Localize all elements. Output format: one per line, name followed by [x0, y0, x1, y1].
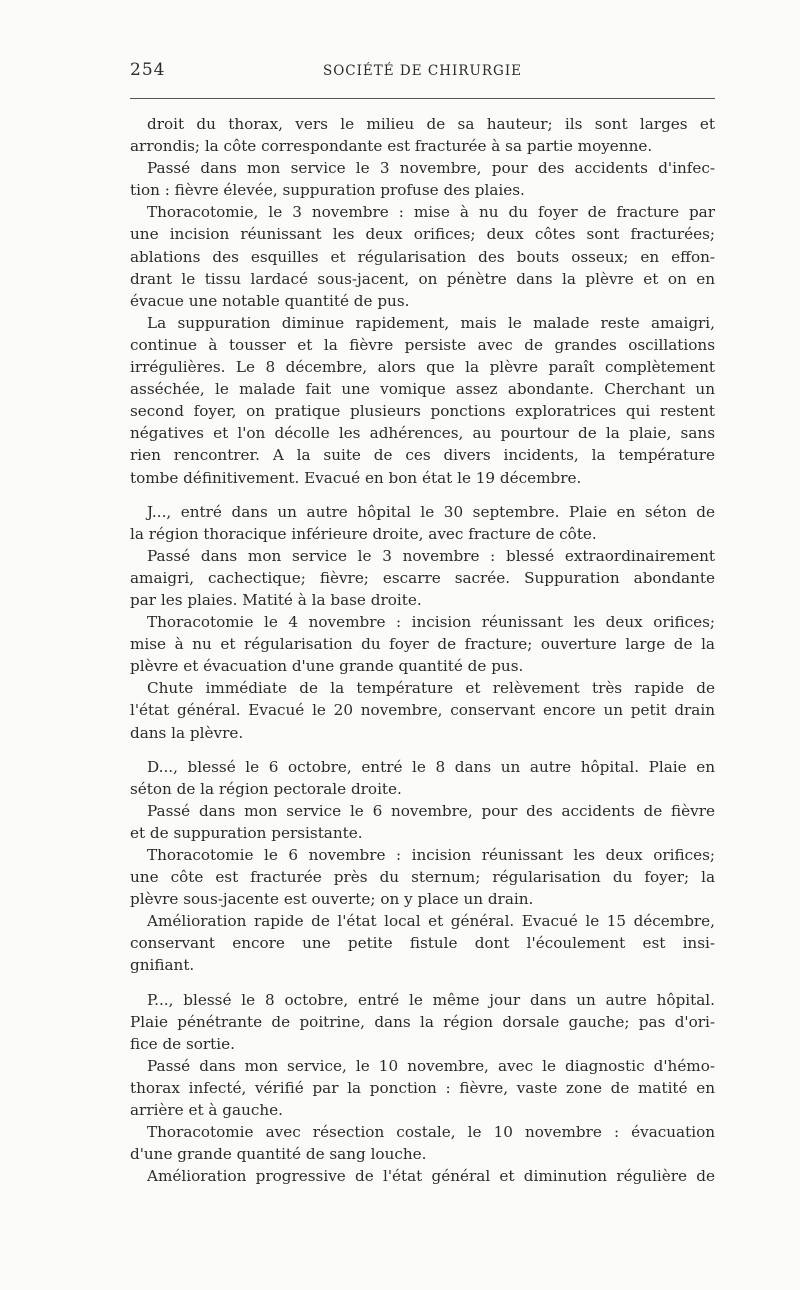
text-line: arrondis; la côte correspondante est fracturée à sa partie moyenne. — [130, 137, 653, 156]
text-line: asséchée, le malade fait une vomique assez abondante. Cherchant un — [130, 380, 715, 399]
page-header — [130, 60, 715, 84]
text-line: ablations des esquilles et régularisation des bouts osseux; en effon- — [130, 247, 715, 266]
paragraph — [130, 611, 715, 677]
page-number: 254 — [130, 60, 166, 80]
paragraph — [130, 677, 715, 743]
paragraph — [130, 756, 715, 800]
text-line: par les plaies. Matité à la base droite. — [130, 590, 422, 609]
paragraph — [130, 312, 715, 489]
text-line: dans la plèvre. — [130, 723, 244, 742]
body-text — [130, 113, 715, 1187]
text-line: rien rencontrer. A la suite de ces divers incidents, la température — [130, 446, 715, 465]
text-line: P..., blessé le 8 octobre, entré le même jour dans un autre hôpital. — [147, 990, 715, 1009]
text-line: Passé dans mon service, le 10 novembre, avec le diagnostic d'hémo- — [147, 1056, 715, 1075]
text-line: négatives et l'on décolle les adhérences, au pourtour de la plaie, sans — [130, 424, 715, 443]
header-rule — [130, 98, 715, 99]
text-line: amaigri, cachectique; fièvre; escarre sacrée. Suppuration abondante — [130, 568, 715, 587]
text-line: conservant encore une petite fistule dont l'écoulement est insi- — [130, 934, 715, 953]
text-line: Thoracotomie avec résection costale, le 10 novembre : évacuation — [147, 1123, 715, 1142]
section-gap — [130, 744, 715, 756]
text-line: tombe définitivement. Evacué en bon état le 19 décembre. — [130, 468, 582, 487]
text-line: la région thoracique inférieure droite, avec fracture de côte. — [130, 524, 597, 543]
paragraph — [130, 501, 715, 545]
text-line: Passé dans mon service le 3 novembre : blessé extraordinairement — [147, 546, 715, 565]
text-line: l'état général. Evacué le 20 novembre, conservant encore un petit drain — [130, 701, 715, 720]
text-line: plèvre et évacuation d'une grande quantité de pus. — [130, 657, 524, 676]
text-line: Passé dans mon service le 3 novembre, pour des accidents d'infec- — [147, 159, 715, 178]
section-gap — [130, 489, 715, 501]
section-gap — [130, 977, 715, 989]
paragraph — [130, 113, 715, 157]
text-line: D..., blessé le 6 octobre, entré le 8 dans un autre hôpital. Plaie en — [147, 757, 715, 776]
text-line: continue à tousser et la fièvre persiste avec de grandes oscillations — [130, 335, 715, 354]
text-line: plèvre sous-jacente est ouverte; on y place un drain. — [130, 890, 534, 909]
text-line: arrière et à gauche. — [130, 1101, 283, 1120]
text-line: évacue une notable quantité de pus. — [130, 291, 410, 310]
text-line: Chute immédiate de la température et relèvement très rapide de — [147, 679, 715, 698]
text-line: irrégulières. Le 8 décembre, alors que la plèvre paraît complètement — [130, 358, 715, 377]
paragraph — [130, 800, 715, 844]
paragraph — [130, 201, 715, 311]
text-line: fice de sortie. — [130, 1034, 235, 1053]
text-line: Amélioration progressive de l'état général et diminution régulière de — [147, 1167, 715, 1186]
text-line: Thoracotomie, le 3 novembre : mise à nu du foyer de fracture par — [147, 203, 715, 222]
text-line: tion : fièvre élevée, suppuration profuse des plaies. — [130, 181, 525, 200]
text-line: mise à nu et régularisation du foyer de fracture; ouverture large de la — [130, 635, 715, 654]
text-line: Plaie pénétrante de poitrine, dans la région dorsale gauche; pas d'ori- — [130, 1012, 715, 1031]
text-line: droit du thorax, vers le milieu de sa hauteur; ils sont larges et — [147, 115, 715, 133]
text-line: une incision réunissant les deux orifices; deux côtes sont fracturées; — [130, 225, 715, 244]
paragraph — [130, 844, 715, 910]
text-line: J..., entré dans un autre hôpital le 30 septembre. Plaie en séton de — [147, 502, 715, 521]
text-line: Passé dans mon service le 6 novembre, pour des accidents de fièvre — [147, 801, 715, 820]
text-line: Thoracotomie le 4 novembre : incision réunissant les deux orifices; — [147, 613, 715, 632]
text-line: Thoracotomie le 6 novembre : incision réunissant les deux orifices; — [147, 846, 715, 864]
text-line: d'une grande quantité de sang louche. — [130, 1145, 427, 1164]
text-line: séton de la région pectorale droite. — [130, 779, 402, 798]
paragraph — [130, 1165, 715, 1187]
paragraph — [130, 1055, 715, 1121]
paragraph — [130, 910, 715, 976]
text-line: thorax infecté, vérifié par la ponction : fièvre, vaste zone de matité en — [130, 1078, 715, 1097]
paragraph — [130, 157, 715, 201]
text-line: et de suppuration persistante. — [130, 823, 363, 842]
paragraph — [130, 989, 715, 1055]
text-line: drant le tissu lardacé sous-jacent, on pénètre dans la plèvre et on en — [130, 269, 715, 288]
text-line: La suppuration diminue rapidement, mais le malade reste amaigri, — [147, 313, 715, 332]
running-title: SOCIÉTÉ DE CHIRURGIE — [322, 63, 523, 79]
paragraph — [130, 1121, 715, 1165]
text-line: une côte est fracturée près du sternum; régularisation du foyer; la — [130, 868, 715, 887]
text-line: Amélioration rapide de l'état local et général. Evacué le 15 décembre, — [147, 912, 715, 931]
paragraph — [130, 545, 715, 611]
text-line: gnifiant. — [130, 956, 195, 975]
text-line: second foyer, on pratique plusieurs ponctions exploratrices qui restent — [130, 402, 715, 421]
